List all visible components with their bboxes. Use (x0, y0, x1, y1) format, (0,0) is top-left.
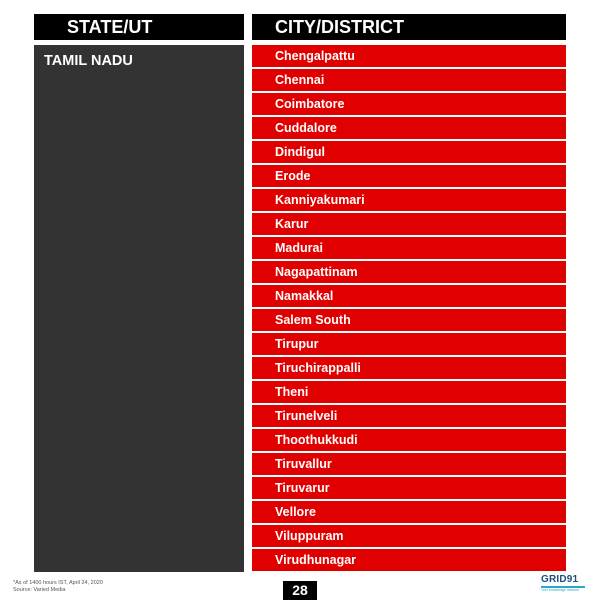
city-row: Tiruvallur (252, 453, 566, 475)
city-row: Coimbatore (252, 93, 566, 115)
page-number: 28 (283, 581, 317, 600)
footnote (13, 580, 103, 594)
city-row: Vellore (252, 501, 566, 523)
city-row: Theni (252, 381, 566, 403)
city-row: Nagapattinam (252, 261, 566, 283)
brand-logo (541, 574, 589, 594)
city-row: Tirupur (252, 333, 566, 355)
city-row: Tiruvarur (252, 477, 566, 499)
city-row: Karur (252, 213, 566, 235)
city-row: Kanniyakumari (252, 189, 566, 211)
city-row: Madurai (252, 237, 566, 259)
city-list (252, 45, 566, 573)
city-row: Chengalpattu (252, 45, 566, 67)
logo-tagline: Your knowledge network (541, 588, 580, 592)
city-row: Cuddalore (252, 117, 566, 139)
city-row: Tirunelveli (252, 405, 566, 427)
city-row: Erode (252, 165, 566, 187)
city-row: Chennai (252, 69, 566, 91)
city-row: Namakkal (252, 285, 566, 307)
city-row: Virudhunagar (252, 549, 566, 571)
footnote-source: Source: Varied Media (13, 587, 66, 593)
city-row: Dindigul (252, 141, 566, 163)
state-name: TAMIL NADU (44, 53, 133, 69)
city-row: Tiruchirappalli (252, 357, 566, 379)
logo-text: GRID91 (541, 574, 579, 585)
state-cell (34, 45, 244, 572)
city-row: Viluppuram (252, 525, 566, 547)
city-row: Salem South (252, 309, 566, 331)
footnote-timestamp: *As of 1400 hours IST, April 24, 2020 (13, 580, 103, 586)
state-column-header: STATE/UT (34, 14, 244, 40)
city-row: Thoothukkudi (252, 429, 566, 451)
city-column-header: CITY/DISTRICT (252, 14, 566, 40)
